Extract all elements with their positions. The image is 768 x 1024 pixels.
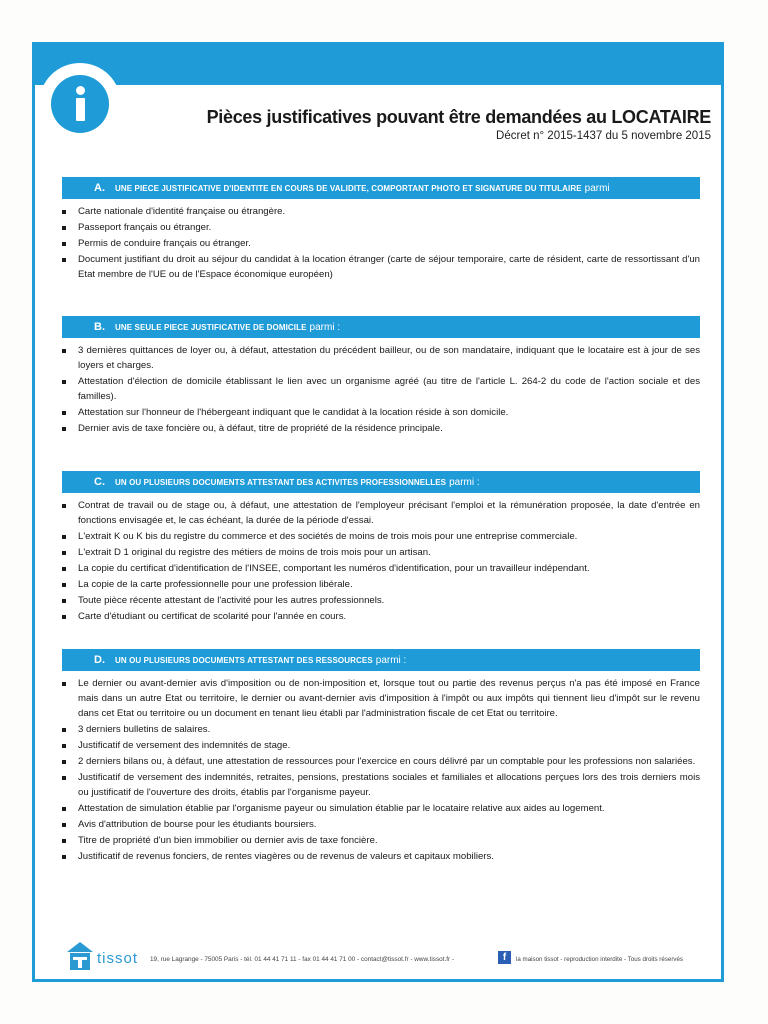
section-b <box>62 316 700 437</box>
info-badge <box>39 63 121 145</box>
list-item: L'extrait K ou K bis du registre du commerce et des sociétés de moins de trois mois pour une entreprise commerciale. <box>62 529 700 544</box>
section-a <box>62 177 700 283</box>
list-item: L'extrait D 1 original du registre des métiers de moins de trois mois pour un artisan. <box>62 545 700 560</box>
list-item: Attestation de simulation établie par l'organisme payeur ou simulation établie par le locataire relative aux aides au logement. <box>62 801 700 816</box>
item-list <box>62 498 700 624</box>
footer-address: 19, rue Lagrange - 75005 Paris - tél. 01 44 41 71 11 - fax 01 44 41 71 00 - contact@tissot.fr - www.tissot.fr - <box>150 956 455 963</box>
tissot-logo-icon <box>67 942 93 970</box>
list-item: Titre de propriété d'un bien immobilier ou dernier avis de taxe foncière. <box>62 833 700 848</box>
page-subtitle: Pièces justificatives pouvant être demandées au LOCATAIRE <box>206 107 711 127</box>
list-item: Document justifiant du droit au séjour du candidat à la location étranger (carte de séjour temporaire, carte de résident, carte de ressortissant d'un Etat membre de l'UE ou de l'Espace économique européen) <box>62 252 700 282</box>
list-item: Toute pièce récente attestant de l'activité pour les autres professionnels. <box>62 593 700 608</box>
item-list <box>62 676 700 864</box>
list-item: Contrat de travail ou de stage ou, à défaut, une attestation de l'employeur précisant l'emploi et la rémunération proposée, la date d'entrée en fonctions envisagée et, le cas échéant, la durée de la période d'essai. <box>62 498 700 528</box>
list-item: Le dernier ou avant-dernier avis d'imposition ou de non-imposition et, lorsque tout ou partie des revenus perçus n'a pas été imposé en France mais dans un autre Etat ou territoire, le dernier ou avant-dernier avis d'imposition à l'impôt ou aux impôts qui tiennent lieu d'impôt sur le revenu dans cet Etat ou territoire ou un document en tenant lieu établi par l'administration fiscale de cet Etat ou territoire. <box>62 676 700 721</box>
list-item: 3 derniers bulletins de salaires. <box>62 722 700 737</box>
section-header <box>62 471 700 493</box>
section-header <box>62 649 700 671</box>
section-title: UN OU PLUSIEURS DOCUMENTS ATTESTANT DES RESSOURCES <box>115 656 373 665</box>
section-letter: B. <box>94 321 105 333</box>
list-item: La copie du certificat d'identification de l'INSEE, comportant les numéros d'identification, pour un travailleur indépendant. <box>62 561 700 576</box>
section-parmi: parmi : <box>309 322 341 333</box>
section-title: UN OU PLUSIEURS DOCUMENTS ATTESTANT DES ACTIVITES PROFESSIONNELLES <box>115 478 447 487</box>
section-parmi: parmi : <box>449 477 480 488</box>
list-item: 2 derniers bilans ou, à défaut, une attestation de ressources pour l'exercice en cours délivré par un comptable pour les professions non salariées. <box>62 754 700 769</box>
section-parmi: parmi <box>584 183 610 194</box>
list-item: La copie de la carte professionnelle pour une profession libérale. <box>62 577 700 592</box>
list-item: Carte d'étudiant ou certificat de scolarité pour l'année en cours. <box>62 609 700 624</box>
section-letter: C. <box>94 476 105 488</box>
section-header <box>62 177 700 199</box>
list-item: Attestation sur l'honneur de l'hébergeant indiquant que le candidat à la location réside à son domicile. <box>62 405 700 420</box>
section-c <box>62 471 700 625</box>
list-item: Passeport français ou étranger. <box>62 220 700 235</box>
section-title: UNE PIECE JUSTIFICATIVE D'IDENTITE EN COURS DE VALIDITE, COMPORTANT PHOTO ET SIGNATURE DU TITULAIRE <box>115 184 582 193</box>
list-item: Justificatif de versement des indemnités de stage. <box>62 738 700 753</box>
facebook-icon[interactable]: f <box>498 951 511 964</box>
section-letter: D. <box>94 654 105 666</box>
section-parmi: parmi : <box>375 655 407 666</box>
decree-reference: Décret n° 2015-1437 du 5 novembre 2015 <box>496 130 711 142</box>
section-d <box>62 649 700 865</box>
page-title: LOCATION HABITATION RESIDENCE PRINCIPALE <box>302 83 711 103</box>
info-icon <box>51 75 109 133</box>
footer <box>32 940 724 980</box>
list-item: Carte nationale d'identité française ou étrangère. <box>62 204 700 219</box>
brand-name: tissot <box>97 950 139 967</box>
section-title: UNE SEULE PIECE JUSTIFICATIVE DE DOMICILE <box>115 323 307 332</box>
list-item: Permis de conduire français ou étranger. <box>62 236 700 251</box>
header-band <box>35 45 721 85</box>
item-list <box>62 204 700 282</box>
section-header <box>62 316 700 338</box>
item-list <box>62 343 700 436</box>
list-item: Dernier avis de taxe foncière ou, à défaut, titre de propriété de la résidence principale. <box>62 421 700 436</box>
document-frame <box>32 42 724 982</box>
list-item: Avis d'attribution de bourse pour les étudiants boursiers. <box>62 817 700 832</box>
list-item: 3 dernières quittances de loyer ou, à défaut, attestation du précédent bailleur, ou de son mandataire, indiquant que le locataire est à jour de ses loyers et charges. <box>62 343 700 373</box>
list-item: Attestation d'élection de domicile établissant le lien avec un organisme agréé (au titre de l'article L. 264-2 du code de l'action sociale et des familles). <box>62 374 700 404</box>
section-letter: A. <box>94 182 105 194</box>
list-item: Justificatif de versement des indemnités, retraites, pensions, prestations sociales et familiales et allocations perçues lors des trois derniers mois ou justificatif de l'ouverture des droits, établis par l'organisme payeur. <box>62 770 700 800</box>
footer-rights: la maison tissot - reproduction interdite - Tous droits réservés <box>516 956 684 963</box>
list-item: Justificatif de revenus fonciers, de rentes viagères ou de revenus de valeurs et capitaux mobiliers. <box>62 849 700 864</box>
